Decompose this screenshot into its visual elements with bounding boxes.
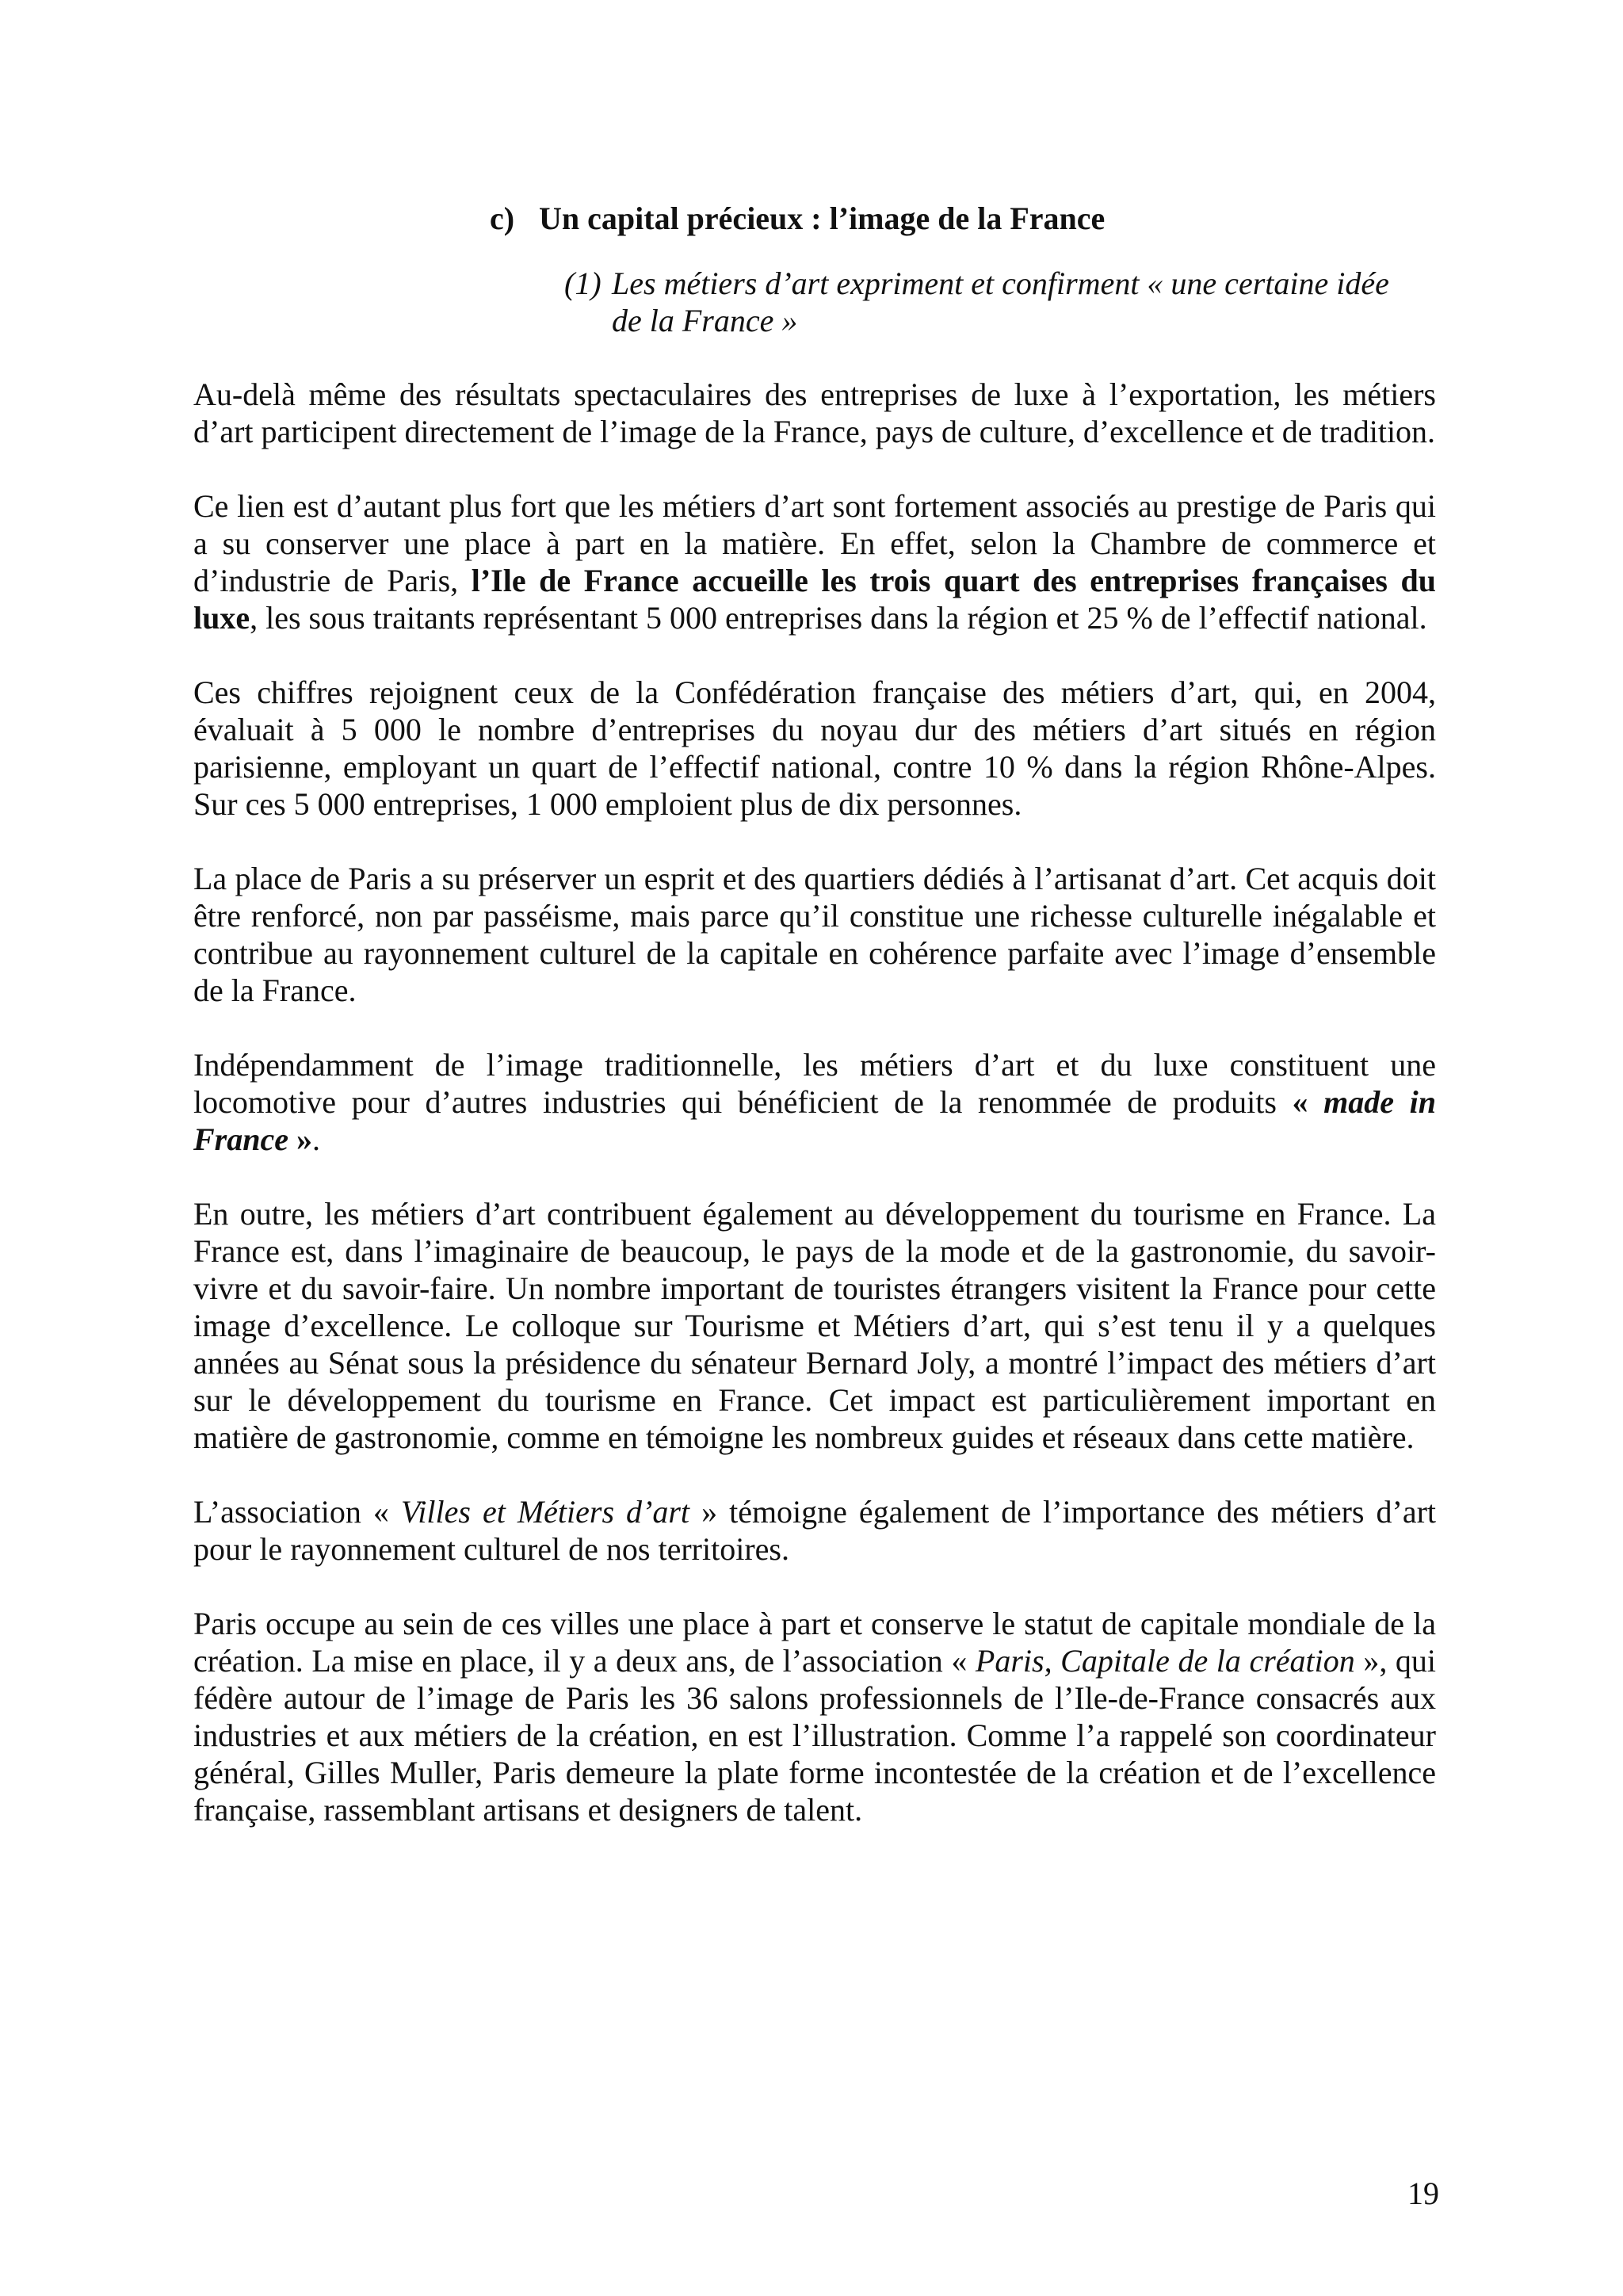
paragraph-8-italic: Paris, Capitale de la création xyxy=(975,1643,1355,1679)
paragraph-8-text-a: Paris occupe au sein de ces villes une place à part et conserve le statut de capitale mondiale de la création. La mise en place, il y a deux ans, de l’association « xyxy=(193,1606,1436,1679)
paragraph-5-text-a: Indépendamment de l’image traditionnelle, les métiers d’art et du luxe constituent une locomotive pour d’autres industries qui bénéficient de la renommée de produits xyxy=(193,1047,1436,1120)
paragraph-7 xyxy=(193,1493,1436,1568)
paragraph-5 xyxy=(193,1046,1436,1158)
subsection-heading xyxy=(564,265,1436,339)
section-marker: c) xyxy=(490,201,515,236)
paragraph-2-bold: l’Ile de France accueille les trois quart des entreprises françaises du luxe xyxy=(193,563,1436,636)
subsection-marker: (1) xyxy=(564,266,601,301)
section-title: Un capital précieux : l’image de la France xyxy=(539,201,1106,236)
paragraph-2-text-a: Ce lien est d’autant plus fort que les métiers d’art sont fortement associés au prestige de Paris qui a su conserver une place à part en la matière. En effet, selon la Chambre de commerce et d’industrie de Paris, xyxy=(193,488,1436,598)
made-in-france: made in France xyxy=(193,1084,1436,1157)
body-text xyxy=(193,376,1436,1866)
paragraph-8-text-b: », qui fédère autour de l’image de Paris les 36 salons professionnels de l’Ile-de-France consacrés aux industries et aux métiers de la création, en est l’illustration. Comme l’a rappelé son coordinateur général, Gilles Muller, Paris demeure la plate forme incontestée de la création et de l’excellence française, rassemblant artisans et designers de talent. xyxy=(193,1643,1436,1828)
section-heading xyxy=(490,195,1105,243)
subsection-title-line1: Les métiers d’art expriment et confirment « une certaine idée xyxy=(612,266,1389,301)
paragraph-2-text-b: , les sous traitants représentant 5 000 entreprises dans la région et 25 % de l’effectif national. xyxy=(250,600,1427,636)
quote-open: « xyxy=(1292,1084,1324,1120)
subsection-title-line2: de la France » xyxy=(612,303,798,338)
paragraph-5-text-b: . xyxy=(312,1121,320,1157)
paragraph-7-italic: Villes et Métiers d’art xyxy=(400,1494,690,1530)
paragraph-2 xyxy=(193,487,1436,636)
paragraph-1: Au-delà même des résultats spectaculaires des entreprises de luxe à l’exportation, les métiers d’art participent directement de l’image de la France, pays de culture, d’excellence et de tradition. xyxy=(193,376,1436,449)
paragraph-3: Ces chiffres rejoignent ceux de la Confédération française des métiers d’art, qui, en 2004, évaluait à 5 000 le nombre d’entreprises du noyau dur des métiers d’art situés en région parisienne, employant un quart de l’effectif national, contre 10 % dans la région Rhône-Alpes. Sur ces 5 000 entreprises, 1 000 emploient plus de dix personnes. xyxy=(193,674,1436,822)
paragraph-7-text-a: L’association « xyxy=(193,1494,401,1530)
paragraph-8 xyxy=(193,1605,1436,1828)
page-number: 19 xyxy=(1407,2176,1439,2211)
paragraph-6: En outre, les métiers d’art contribuent également au développement du tourisme en France. La France est, dans l’imaginaire de beaucoup, le pays de la mode et de la gastronomie, du savoir-vivre et du savoir-faire. Un nombre important de touristes étrangers visitent la France pour cette image d’excellence. Le colloque sur Tourisme et Métiers d’art, qui s’est tenu il y a quelques années au Sénat sous la présidence du sénateur Bernard Joly, a montré l’impact des métiers d’art sur le développement du tourisme en France. Cet impact est particulièrement important en matière de gastronomie, comme en témoigne les nombreux guides et réseaux dans cette matière. xyxy=(193,1196,1436,1455)
paragraph-4: La place de Paris a su préserver un esprit et des quartiers dédiés à l’artisanat d’art. Cet acquis doit être renforcé, non par passéisme, mais parce qu’il constitue une richesse culturelle inégalable et contribue au rayonnement culturel de la capitale en cohérence parfaite avec l’image d’ensemble de la France. xyxy=(193,861,1436,1008)
paragraph-7-text-b: » témoigne également de l’importance des métiers d’art pour le rayonnement culturel de nos territoires. xyxy=(193,1494,1437,1567)
quote-close: » xyxy=(288,1121,312,1157)
